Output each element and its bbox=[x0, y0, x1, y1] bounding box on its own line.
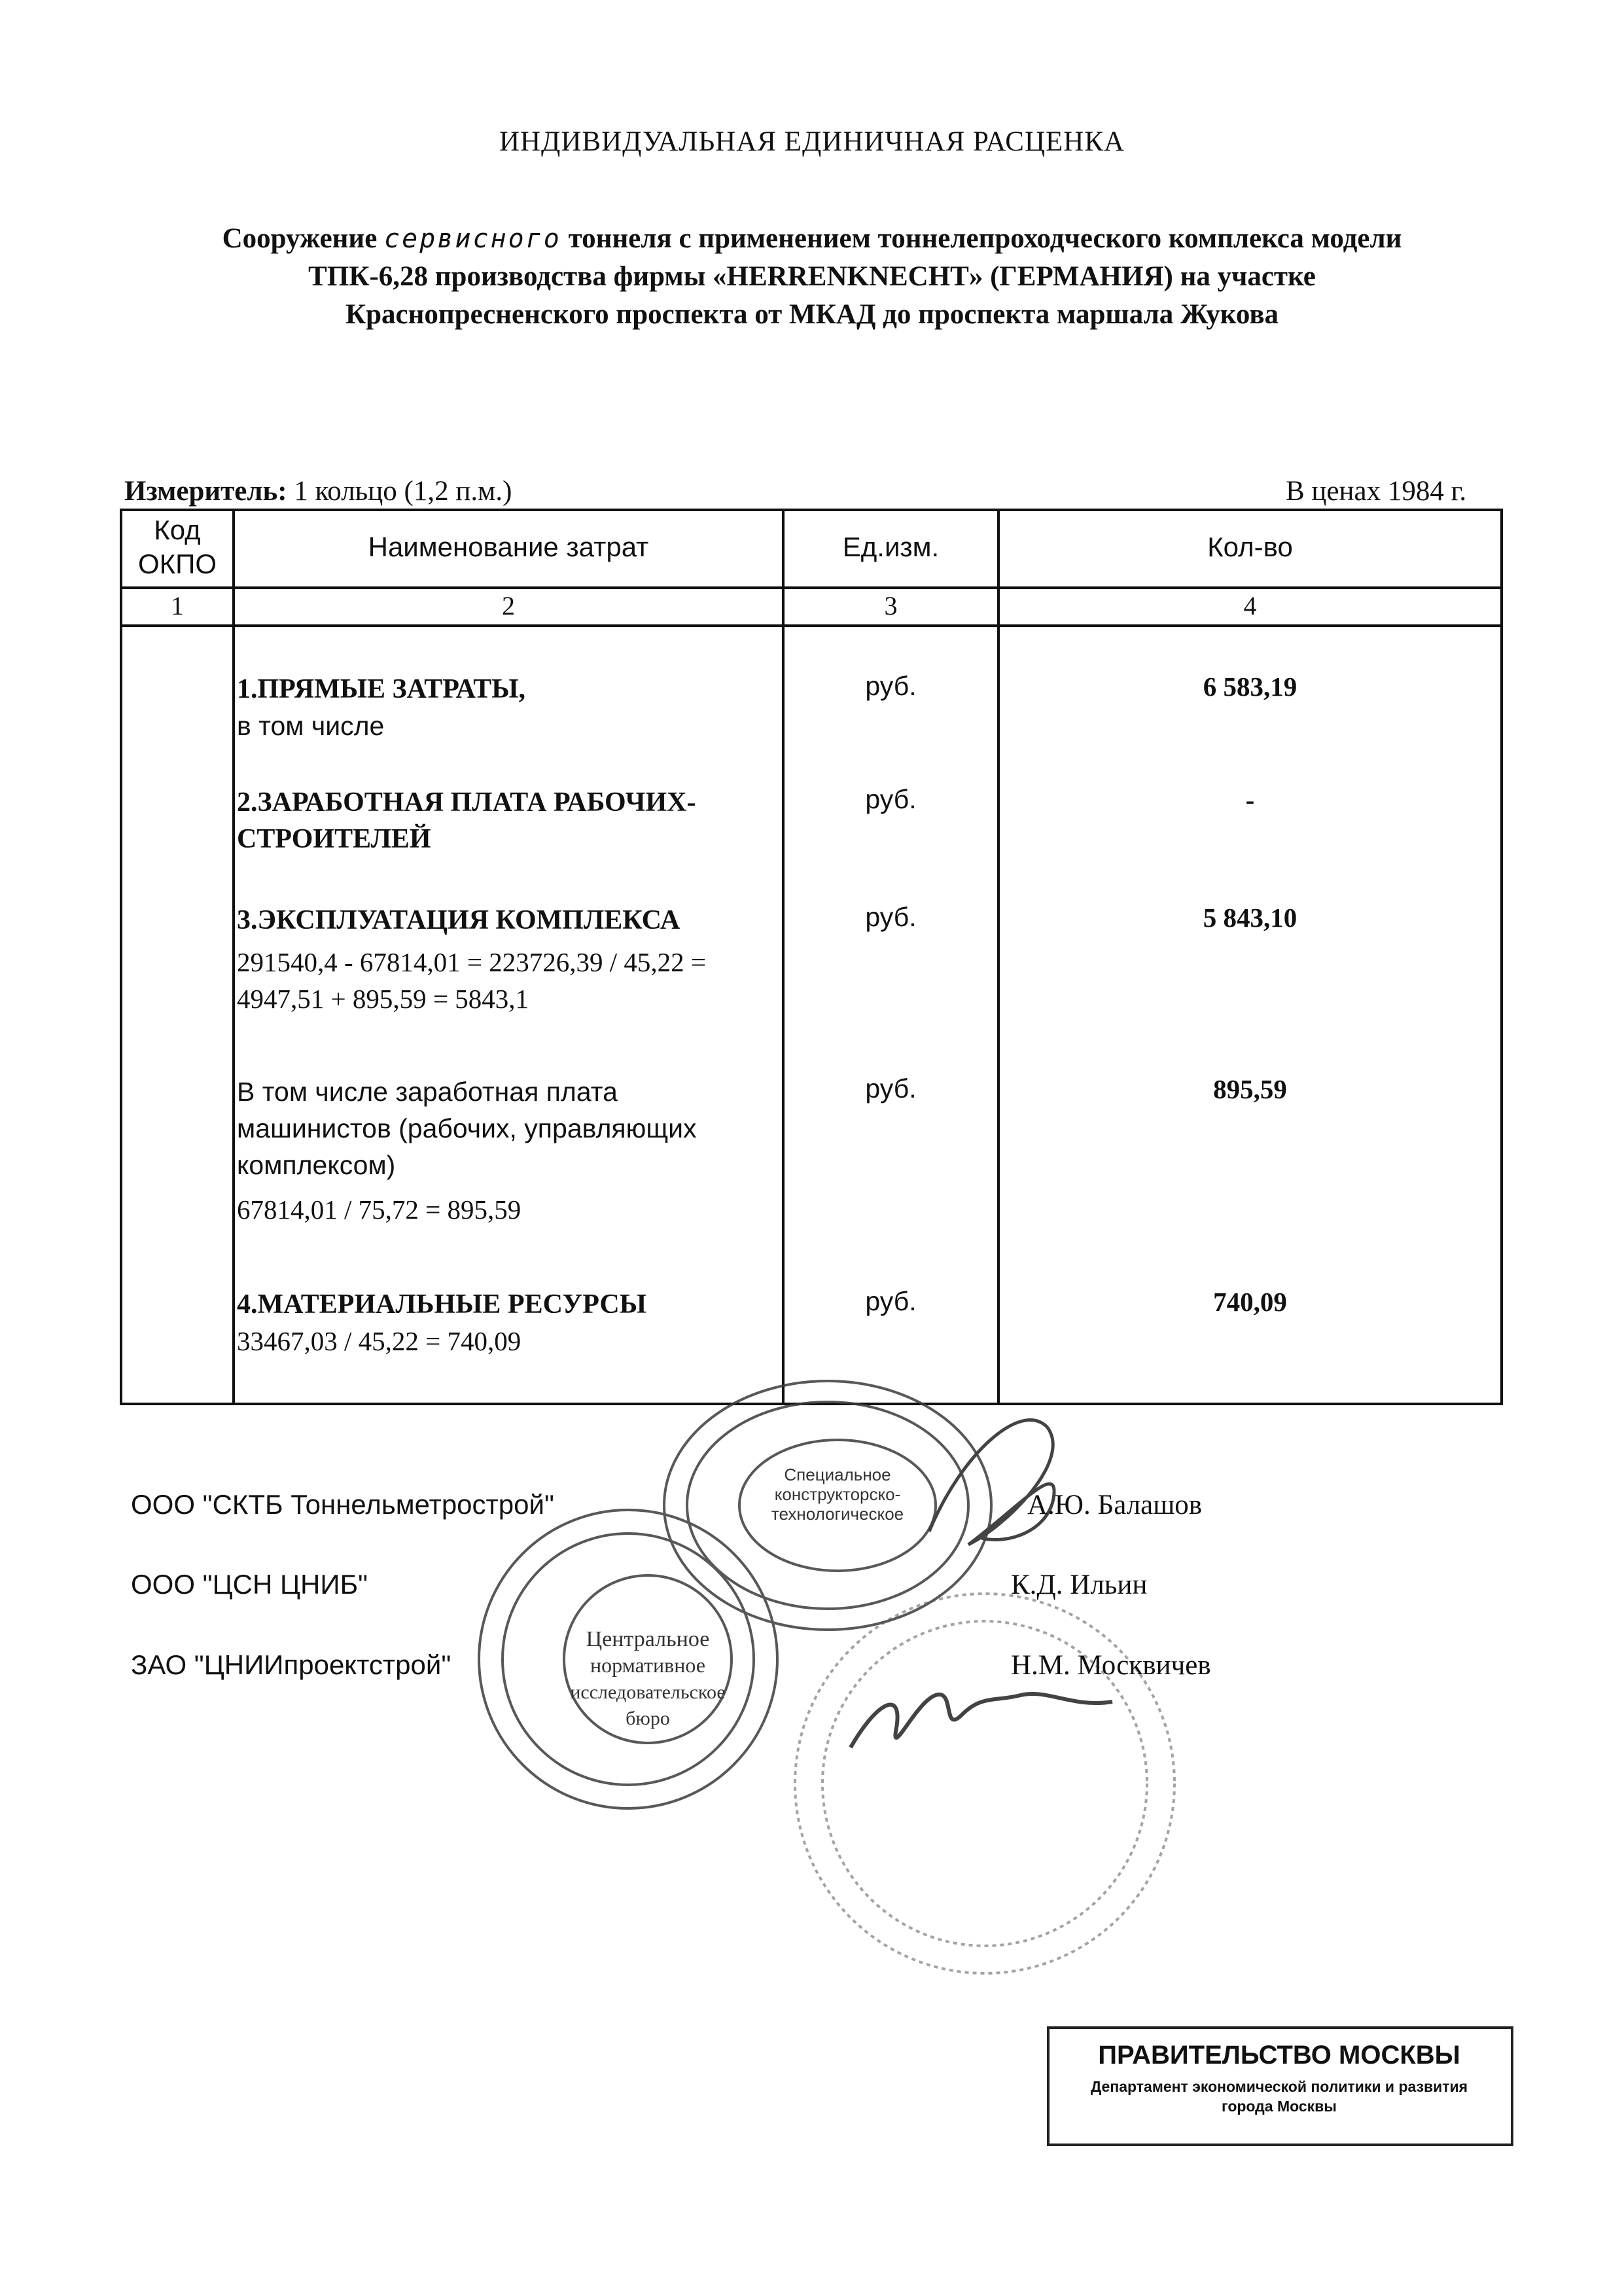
row-unit: руб. bbox=[865, 1073, 917, 1103]
subtitle-prefix: Сооружение bbox=[222, 223, 378, 254]
svg-text:конструкторско-: конструкторско- bbox=[774, 1484, 901, 1504]
org-cniiproekt: ЗАО "ЦНИИпроектстрой" bbox=[131, 1649, 451, 1680]
row-text: В том числе заработная плата bbox=[237, 1077, 618, 1107]
stamp2-text: Центральное bbox=[586, 1627, 710, 1651]
row-text: 33467,03 / 45,22 = 740,09 bbox=[237, 1326, 521, 1356]
org-sktb: ООО "СКТБ Тоннельметрострой" bbox=[131, 1489, 554, 1520]
row-text: 4947,51 + 895,59 = 5843,1 bbox=[237, 984, 529, 1014]
row-qty: 740,09 bbox=[1213, 1287, 1287, 1317]
row-unit: руб. bbox=[865, 671, 917, 701]
svg-text:технологическое: технологическое bbox=[771, 1504, 904, 1524]
stamp1-text: Специальное bbox=[784, 1465, 891, 1484]
signer-ilyin: К.Д. Ильин bbox=[1011, 1570, 1148, 1600]
document-title: ИНДИВИДУАЛЬНАЯ ЕДИНИЧНАЯ РАСЦЕНКА bbox=[499, 126, 1125, 157]
row-unit: руб. bbox=[865, 784, 917, 814]
header-qty: Кол-во bbox=[1207, 531, 1293, 562]
svg-text:бюро: бюро bbox=[626, 1708, 670, 1729]
row-qty: 5 843,10 bbox=[1203, 903, 1297, 933]
row-text: комплексом) bbox=[237, 1150, 396, 1180]
row-text: 67814,01 / 75,72 = 895,59 bbox=[237, 1194, 521, 1225]
svg-text:нормативное: нормативное bbox=[590, 1653, 705, 1677]
row-text: 291540,4 - 67814,01 = 223726,39 / 45,22 = bbox=[237, 947, 707, 977]
row-title: 1.ПРЯМЫЕ ЗАТРАТЫ, bbox=[237, 674, 525, 704]
org-csn: ООО "ЦСН ЦНИБ" bbox=[131, 1569, 368, 1600]
price-base: В ценах 1984 г. bbox=[1286, 476, 1467, 507]
header-code-line-2: ОКПО bbox=[138, 548, 217, 579]
signature-moskvichev bbox=[851, 1694, 1112, 1748]
col-number-3: 3 bbox=[884, 591, 898, 620]
col-number-1: 1 bbox=[171, 591, 184, 620]
signature-balashov bbox=[929, 1420, 1054, 1545]
subtitle-line-2: ТПК-6,28 производства фирмы «HERRENKNECHT» (ГЕРМАНИЯ) на участке bbox=[308, 261, 1316, 292]
col-number-4: 4 bbox=[1243, 591, 1257, 620]
approval-subtitle: Департамент экономической политики и развития bbox=[1090, 2078, 1468, 2095]
header-code-line-1: Код bbox=[154, 514, 201, 545]
row-unit: руб. bbox=[865, 902, 917, 932]
row-qty: - bbox=[1245, 785, 1255, 815]
approval-title: ПРАВИТЕЛЬСТВО МОСКВЫ bbox=[1098, 2041, 1460, 2070]
row-qty: 6 583,19 bbox=[1203, 672, 1297, 702]
subtitle-line-3: Краснопресненского проспекта от МКАД до проспекта маршала Жукова bbox=[345, 299, 1279, 330]
row-title: СТРОИТЕЛЕЙ bbox=[237, 824, 431, 854]
measure-value: 1 кольцо (1,2 п.м.) bbox=[287, 476, 512, 507]
header-unit: Ед.изм. bbox=[842, 531, 940, 562]
signer-balashov: А.Ю. Балашов bbox=[1027, 1490, 1203, 1520]
row-unit: руб. bbox=[865, 1286, 917, 1316]
row-text: машинистов (рабочих, управляющих bbox=[237, 1113, 697, 1143]
handwritten-insert: сервисного bbox=[384, 224, 561, 254]
subtitle-line-1-rest: тоннеля с применением тоннелепроходческого комплекса модели bbox=[568, 223, 1402, 254]
measure-label: Измеритель: bbox=[124, 476, 287, 507]
signer-moskvichev: Н.М. Москвичев bbox=[1011, 1650, 1211, 1681]
svg-text:исследовательское: исследовательское bbox=[570, 1681, 726, 1703]
approval-subtitle-2: города Москвы bbox=[1222, 2098, 1337, 2115]
col-number-2: 2 bbox=[502, 591, 515, 620]
row-title: 3.ЭКСПЛУАТАЦИЯ КОМПЛЕКСА bbox=[237, 905, 680, 935]
row-qty: 895,59 bbox=[1213, 1074, 1287, 1104]
row-text: в том числе bbox=[237, 711, 385, 741]
row-title: 4.МАТЕРИАЛЬНЫЕ РЕСУРСЫ bbox=[237, 1289, 646, 1319]
row-title: 2.ЗАРАБОТНАЯ ПЛАТА РАБОЧИХ- bbox=[237, 787, 696, 817]
header-name: Наименование затрат bbox=[368, 531, 649, 562]
